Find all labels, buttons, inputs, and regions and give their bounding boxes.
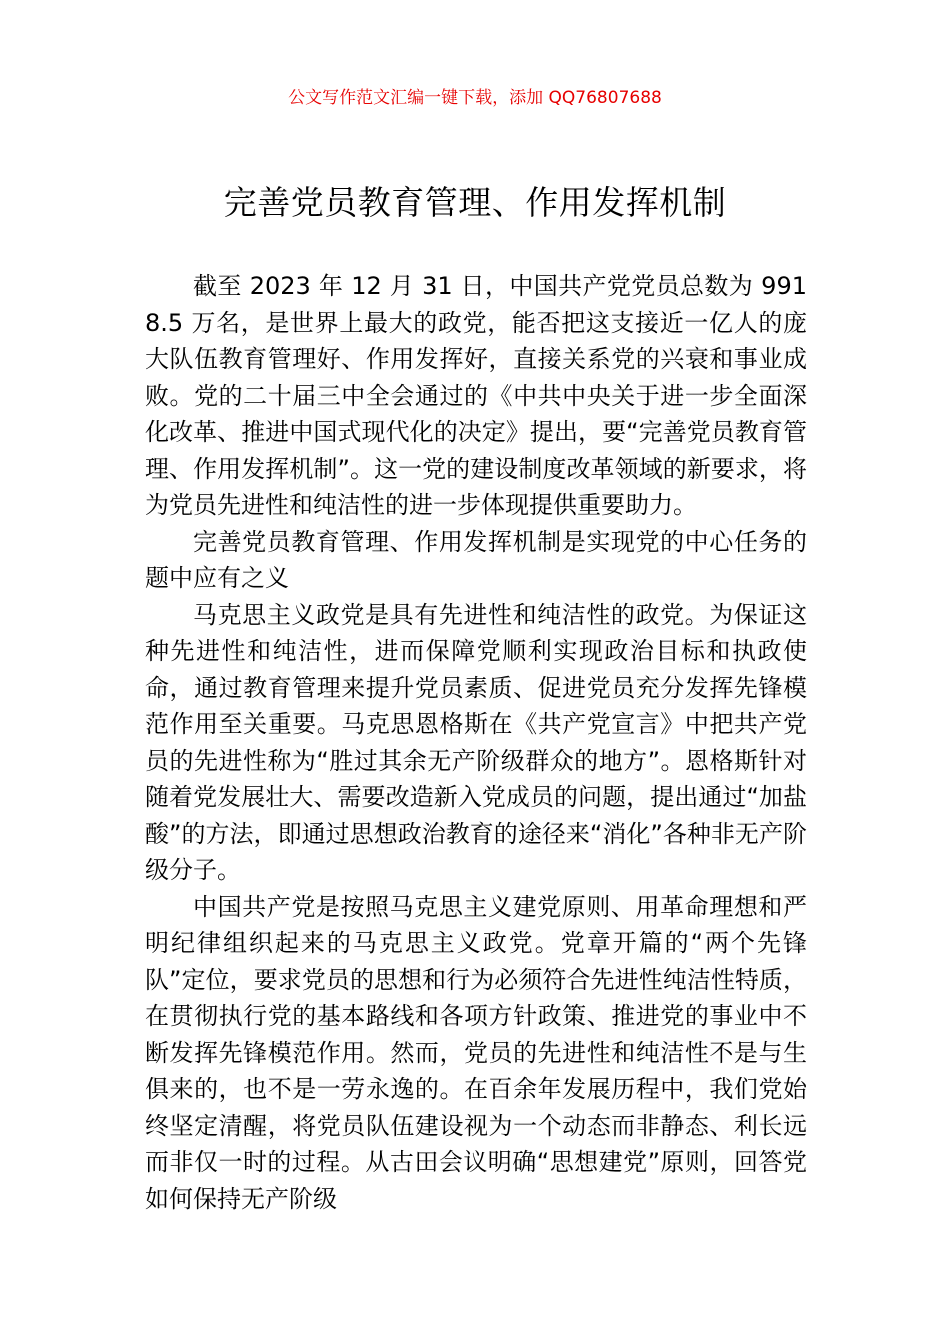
download-notice: 公文写作范文汇编一键下载，添加 QQ76807688 <box>288 88 662 108</box>
paragraph-cpc: 中国共产党是按照马克思主义建党原则、用革命理想和严明纪律组织起来的马克思主义政党。党章开篇的“两个先锋队”定位，要求党员的思想和行为必须符合先进性纯洁性特质，在贯彻执行党的基本路线和各项方针政策、推进党的事业中不断发挥先锋模范作用。然而，党员的先进性和纯洁性不是与生俱来的，也不是一劳永逸的。在百余年发展历程中，我们党始终坚定清醒，将党员队伍建设视为一个动态而非静态、利长远而非仅一时的过程。从古田会议明确“思想建党”原则，回答党如何保持无产阶级 <box>145 892 807 1213</box>
paragraph-intro: 截至 2023 年 12 月 31 日，中国共产党党员总数为 9918.5 万名，是世界上最大的政党，能否把这支接近一亿人的庞大队伍教育管理好、作用发挥好，直接关系党的兴衰和事业成败。党的二十届三中全会通过的《中共中央关于进一步全面深化改革、推进中国式现代化的决定》提出，要“完善党员教育管理、作用发挥机制”。这一党的建设制度改革领域的新要求，将为党员先进性和纯洁性的进一步体现提供重要助力。 <box>145 272 807 519</box>
document-body <box>145 268 807 1217</box>
document-title: 完善党员教育管理、作用发挥机制 <box>223 183 727 222</box>
paragraph-marxist-party: 马克思主义政党是具有先进性和纯洁性的政党。为保证这种先进性和纯洁性，进而保障党顺利实现政治目标和执政使命，通过教育管理来提升党员素质、促进党员充分发挥先锋模范作用至关重要。马克思恩格斯在《共产党宣言》中把共产党员的先进性称为“胜过其余无产阶级群众的地方”。恩格斯针对随着党发展壮大、需要改造新入党成员的问题，提出通过“加盐酸”的方法，即通过思想政治教育的途径来“消化”各种非无产阶级分子。 <box>145 600 807 884</box>
section-heading: 完善党员教育管理、作用发挥机制是实现党的中心任务的题中应有之义 <box>145 527 807 592</box>
